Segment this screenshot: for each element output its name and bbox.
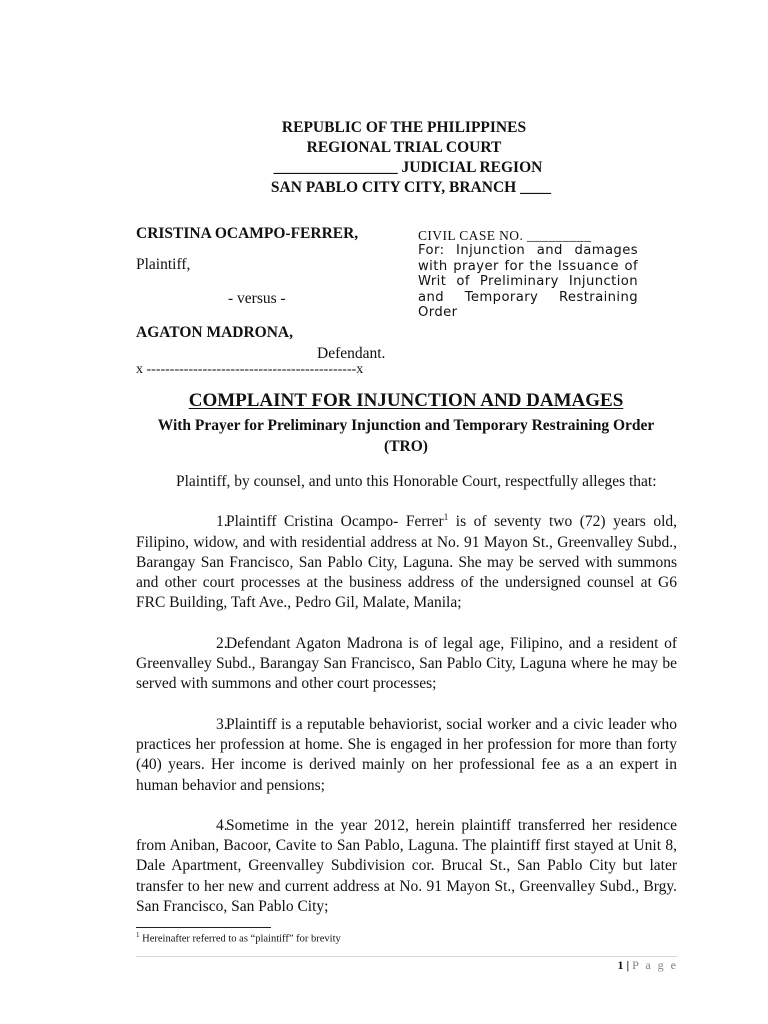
- page-footer-separator: |: [623, 958, 633, 972]
- complaint-body: [136, 472, 677, 917]
- header-branch: SAN PABLO CITY CITY, BRANCH ____: [270, 179, 552, 196]
- civil-case-number: CIVIL CASE NO. _________: [418, 228, 592, 243]
- paragraph-text: Plaintiff is a reputable behaviorist, social worker and a civic leader who practices her profession at home. She is engaged in her profession for more than forty (40) years. Her income is derived mainly on her professional fee as a an expert in human behavior and pensions;: [136, 715, 677, 794]
- intro-paragraph: Plaintiff, by counsel, and unto this Honorable Court, respectfully alleges that:: [176, 473, 657, 490]
- header-court: REGIONAL TRIAL COURT: [306, 139, 502, 156]
- case-nature: For: Injunction and damages with prayer for the Issuance of Writ of Preliminary Injunction and Temporary Restraining Order: [418, 243, 638, 321]
- court-header: [0, 118, 768, 198]
- versus-label: - versus -: [228, 290, 286, 307]
- paragraph-text: is of seventy two (72) years old, Filipino, widow, and with residential address at No. 91 Mayon St., Greenvalley Subd., Barangay San Francisco, San Pablo City, Laguna. She may be served with summons and other court processes at the business address of the undersigned counsel at G6 FRC Building, Taft Ave., Pedro Gil, Malate, Manila;: [136, 513, 677, 612]
- defendant-role: Defendant.: [317, 345, 386, 362]
- footnote: [136, 931, 341, 945]
- allegation-paragraph-2: [136, 634, 677, 695]
- allegation-paragraph-3: [136, 715, 677, 796]
- paragraph-text: Defendant Agaton Madrona is of legal age, Filipino, and a resident of Greenvalley Subd., Barangay San Francisco, San Pablo City, Laguna where he may be served with summons and other court processes;: [136, 634, 677, 693]
- footnote-divider: [136, 927, 271, 928]
- plaintiff-role: Plaintiff,: [136, 256, 191, 273]
- caption-separator: x ---------------------------------------------x: [136, 362, 364, 377]
- paragraph-number: 1.: [216, 513, 228, 531]
- plaintiff-name: CRISTINA OCAMPO-FERRER,: [136, 225, 359, 242]
- page-label: P a g e: [632, 958, 678, 972]
- allegation-paragraph-1: [136, 512, 677, 613]
- allegation-paragraph-4: [136, 816, 677, 917]
- paragraph-text: Plaintiff Cristina Ocampo- Ferrer: [226, 513, 444, 531]
- header-region: ________________ JUDICIAL REGION: [273, 159, 543, 176]
- footnote-reference[interactable]: 1: [443, 512, 449, 523]
- title-main: COMPLAINT FOR INJUNCTION AND DAMAGES: [188, 390, 624, 411]
- header-republic: REPUBLIC OF THE PHILIPPINES: [281, 119, 527, 136]
- title-sub: With Prayer for Preliminary Injunction and Temporary Restraining Order (TRO): [157, 417, 655, 455]
- footnote-number: 1: [136, 931, 140, 939]
- paragraph-text: Sometime in the year 2012, herein plaintiff transferred her residence from Aniban, Bacoor, Cavite to San Pablo, Laguna. The plaintiff first stayed at Unit 8, Dale Apartment, Greenvalley Subdivision cor. Brucal St., San Pablo City but later transfer to her new and current address at No. 91 Mayon St., Greenvalley Subd., Brgy. San Francisco, San Pablo City;: [136, 816, 677, 916]
- paragraph-number: 3.: [216, 715, 228, 733]
- defendant-name: AGATON MADRONA,: [136, 324, 294, 341]
- page-footer: [617, 958, 678, 973]
- page-number: 1: [617, 958, 624, 972]
- complaint-title: [0, 390, 768, 457]
- paragraph-number: 4.: [216, 816, 228, 834]
- case-caption-details: [418, 228, 638, 320]
- footnote-text: Hereinafter referred to as “plaintiff” for brevity: [139, 933, 341, 945]
- paragraph-number: 2.: [216, 634, 228, 652]
- footer-divider: [136, 956, 677, 957]
